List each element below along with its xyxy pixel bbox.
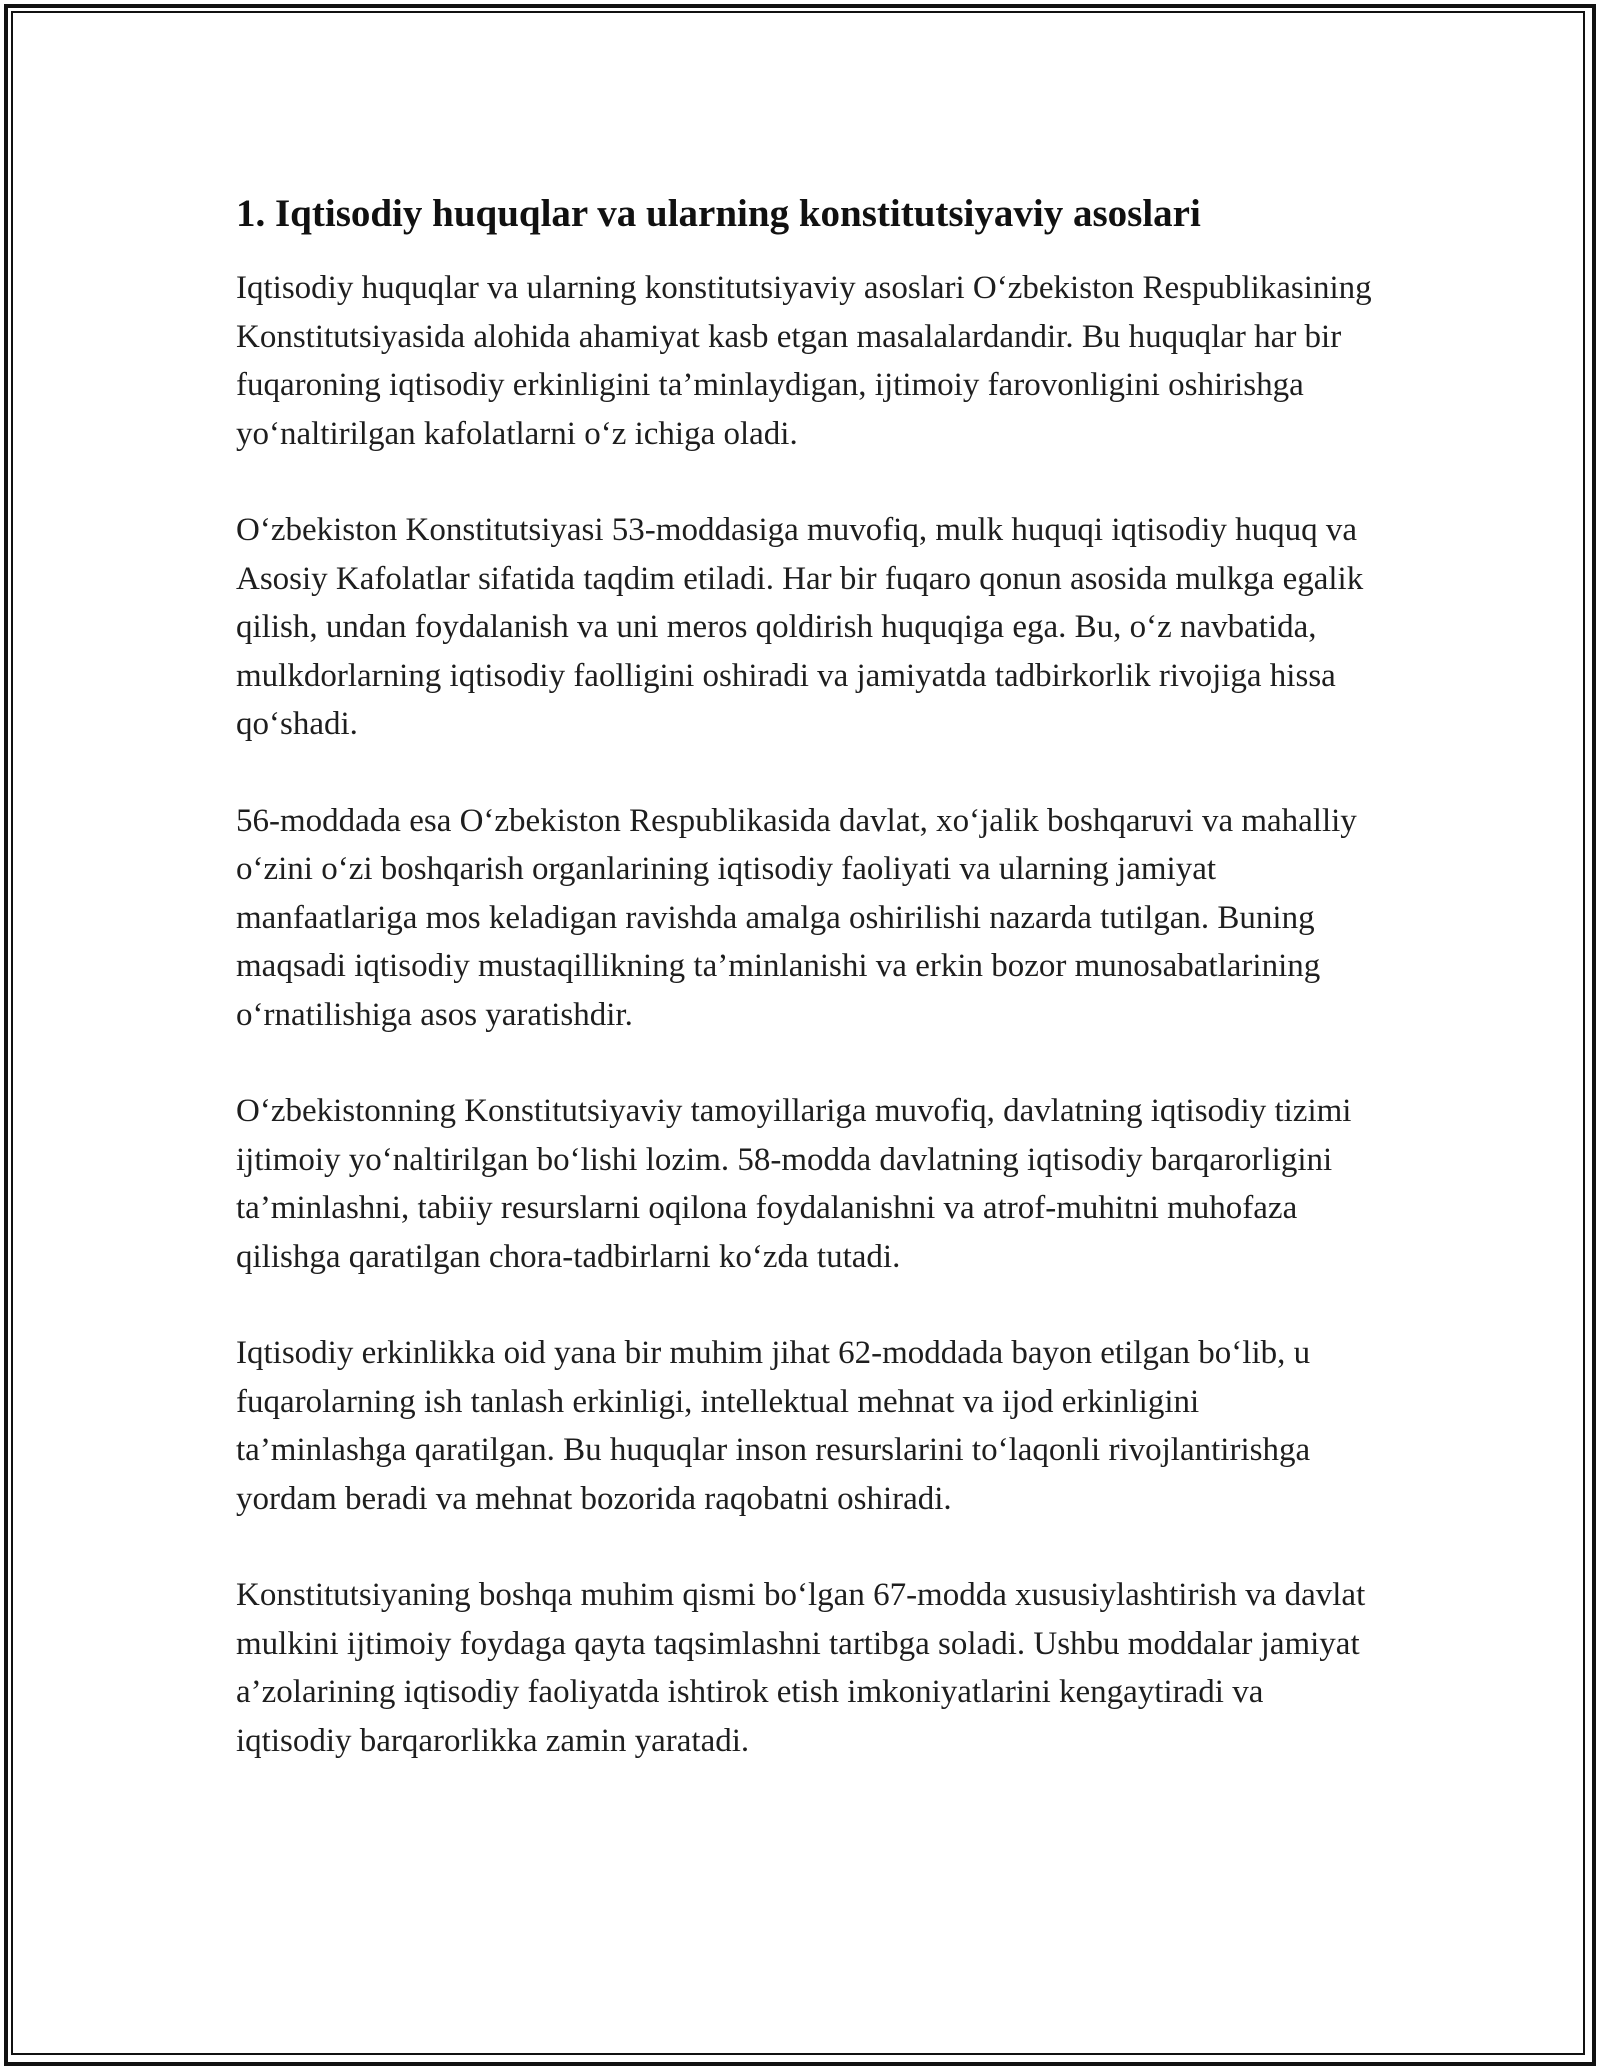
document-body	[236, 186, 1376, 1765]
paragraph-article-56: 56-moddada esa O‘zbekiston Respublikasida davlat, xo‘jalik boshqaruvi va mahalliy o‘zini o‘zi boshqarish organlarining iqtisodiy faoliyati va ularning jamiyat manfaatlariga mos keladigan ravishda amalga oshirilishi nazarda tutilgan. Buning maqsadi iqtisodiy mustaqillikning ta’minlanishi va erkin bozor munosabatlarining o‘rnatilishiga asos yaratishdir.	[236, 802, 1357, 1033]
paragraph-article-58: O‘zbekistonning Konstitutsiyaviy tamoyillariga muvofiq, davlatning iqtisodiy tizimi ijtimoiy yo‘naltirilgan bo‘lishi lozim. 58-modda davlatning iqtisodiy barqarorligini ta’minlashni, tabiiy resurslarni oqilona foydalanishni va atrof-muhitni muhofaza qilishga qaratilgan chora-tadbirlarni ko‘zda tutadi.	[236, 1093, 1352, 1275]
paragraph-article-67: Konstitutsiyaning boshqa muhim qismi bo‘lgan 67-modda xususiylashtirish va davlat mulkini ijtimoiy foydaga qayta taqsimlashni tartibga soladi. Ushbu moddalar jamiyat a’zolarining iqtisodiy faoliyatda ishtirok etish imkoniyatlarini kengaytiradi va iqtisodiy barqarorlikka zamin yaratadi.	[236, 1577, 1366, 1759]
paragraph-article-53: O‘zbekiston Konstitutsiyasi 53-moddasiga muvofiq, mulk huquqi iqtisodiy huquq va Asosiy Kafolatlar sifatida taqdim etiladi. Har bir fuqaro qonun asosida mulkga egalik qilish, undan foydalanish va uni meros qoldirish huquqiga ega. Bu, o‘z navbatida, mulkdorlarning iqtisodiy faolligini oshiradi va jamiyatda tadbirkorlik rivojiga hissa qo‘shadi.	[236, 512, 1364, 742]
section-title: 1. Iqtisodiy huquqlar va ularning konstitutsiyaviy asoslari	[236, 192, 1201, 235]
paragraph-intro: Iqtisodiy huquqlar va ularning konstitutsiyaviy asoslari O‘zbekiston Respublikasining Konstitutsiyasida alohida ahamiyat kasb etgan masalalardandir. Bu huquqlar har bir fuqaroning iqtisodiy erkinligini ta’minlaydigan, ijtimoiy farovonligini oshirishga yo‘naltirilgan kafolatlarni o‘z ichiga oladi.	[236, 270, 1372, 452]
paragraph-article-62: Iqtisodiy erkinlikka oid yana bir muhim jihat 62-moddada bayon etilgan bo‘lib, u fuqarolarning ish tanlash erkinligi, intellektual mehnat va ijod erkinligini ta’minlashga qaratilgan. Bu huquqlar inson resurslarini to‘laqonli rivojlantirishga yordam beradi va mehnat bozorida raqobatni oshiradi.	[236, 1335, 1311, 1517]
